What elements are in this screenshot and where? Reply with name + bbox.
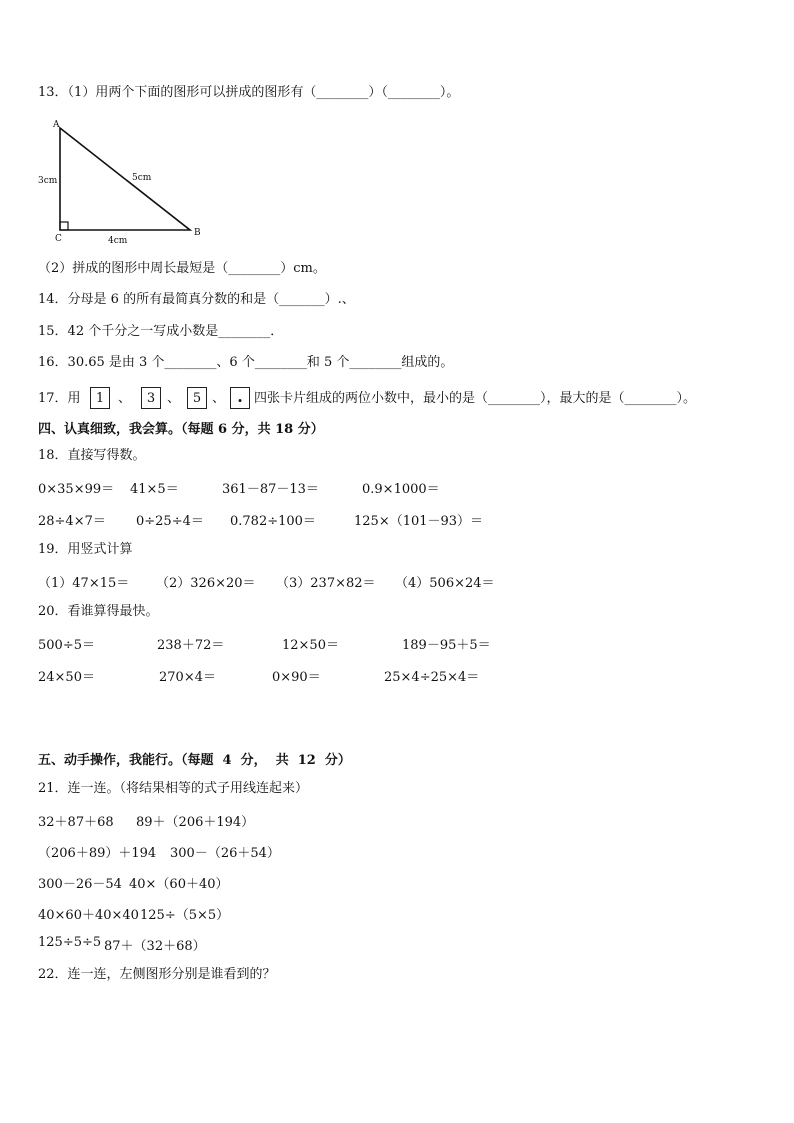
q21-left-expr: 40×60＋40×40 — [38, 908, 139, 923]
q20-item: 0×90＝ — [272, 670, 321, 685]
q20-item: 12×50＝ — [282, 638, 339, 653]
digit-card-3: 3 — [141, 387, 161, 409]
digit-card-5: 5 — [187, 387, 207, 409]
q20-item: 238＋72＝ — [157, 638, 225, 653]
q19-item: （1）47×15＝ — [38, 576, 130, 591]
q20-item: 270×4＝ — [159, 670, 216, 685]
q21-right-expr: 300－（26＋54） — [170, 846, 280, 861]
q17-sep: 、 — [167, 391, 181, 406]
q18-item: 0×35×99＝ — [38, 482, 115, 497]
side-cb-label: 4cm — [108, 236, 128, 246]
q19-item: （4）506×24＝ — [395, 576, 495, 591]
q21-right-expr: 40×（60＋40） — [129, 877, 229, 892]
q20-title: 20．看谁算得最快。 — [38, 604, 159, 619]
q18-item: 41×5＝ — [130, 482, 179, 497]
q18-item: 125×（101－93）＝ — [354, 514, 484, 529]
q21-right-expr: 89＋（206＋194） — [136, 815, 255, 830]
section-4-heading: 四、认真细致，我会算。（每题 6 分，共 18 分） — [38, 422, 324, 437]
digit-card-1: 1 — [90, 387, 110, 409]
q18-item: 28÷4×7＝ — [38, 514, 106, 529]
q19-item: （2）326×20＝ — [156, 576, 256, 591]
q21-title: 21．连一连。（将结果相等的式子用线连起来） — [38, 781, 309, 796]
q16: 16．30.65 是由 3 个________、6 个________和 5 个________组成的。 — [38, 355, 454, 370]
q18-item: 0÷25÷4＝ — [136, 514, 204, 529]
side-ab-label: 5cm — [132, 173, 152, 183]
right-angle-mark — [60, 222, 68, 230]
q17-sep: 、 — [118, 391, 132, 406]
digit-card-point: . — [230, 387, 250, 409]
q18-item: 361－87－13＝ — [222, 482, 319, 497]
vertex-b-label: B — [194, 228, 201, 238]
q18-title: 18．直接写得数。 — [38, 448, 146, 463]
q15: 15．42 个千分之一写成小数是________． — [38, 324, 284, 339]
q17-suffix: 四张卡片组成的两位小数中，最小的是（________），最大的是（________）。 — [254, 391, 697, 406]
q21-right-expr: 87＋（32＋68） — [104, 939, 206, 954]
q20-item: 500÷5＝ — [38, 638, 95, 653]
side-ac-label: 3cm — [38, 176, 58, 186]
q18-item: 0.9×1000＝ — [362, 482, 440, 497]
vertex-c-label: C — [55, 234, 62, 244]
q20-item: 25×4÷25×4＝ — [384, 670, 480, 685]
q21-left-expr: （206＋89）＋194 — [38, 846, 157, 861]
q20-item: 189－95＋5＝ — [402, 638, 491, 653]
q18-item: 0.782÷100＝ — [230, 514, 316, 529]
q22: 22．连一连，左侧图形分别是谁看到的？ — [38, 967, 276, 982]
section-5-heading: 五、动手操作，我能行。（每题 4 分， 共 12 分） — [38, 753, 351, 768]
q21-left-expr: 125÷5÷5 — [38, 935, 102, 950]
q20-item: 24×50＝ — [38, 670, 95, 685]
q21-left-expr: 300－26－54 — [38, 877, 122, 892]
q19-item: （3）237×82＝ — [276, 576, 376, 591]
q13-part2: （2）拼成的图形中周长最短是（________）cm。 — [38, 261, 326, 276]
q13-part1: 13．（1）用两个下面的图形可以拼成的图形有（________）（________）。 — [38, 85, 460, 100]
q19-title: 19．用竖式计算 — [38, 542, 133, 557]
q21-left-expr: 32＋87＋68 — [38, 815, 114, 830]
q17-sep: 、 — [212, 391, 226, 406]
triangle-shape — [60, 128, 190, 230]
q21-right-expr: 125÷（5×5） — [140, 908, 230, 923]
right-triangle-figure — [36, 116, 216, 254]
q14: 14．分母是 6 的所有最简真分数的和是（_______）.、 — [38, 292, 355, 307]
q17-prefix: 17．用 — [38, 391, 81, 406]
vertex-a-label: A — [53, 120, 60, 130]
